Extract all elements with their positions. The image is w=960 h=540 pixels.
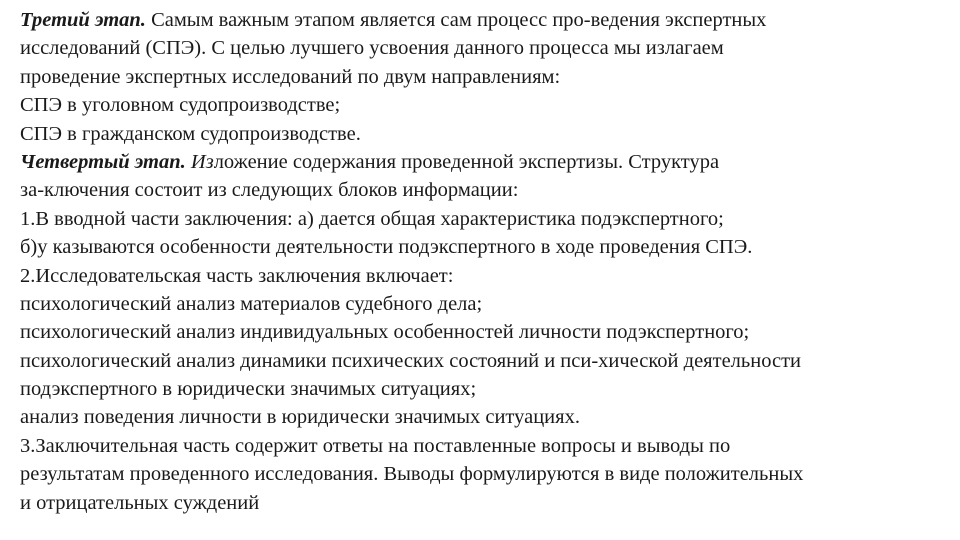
part2-heading: 2.Исследовательская часть заключения включает: bbox=[20, 264, 454, 287]
part3-line-3: и отрицательных суждений bbox=[20, 491, 260, 514]
stage3-item-civil: СПЭ в гражданском судопроизводстве. bbox=[20, 122, 361, 145]
part1-line-1: 1.В вводной части заключения: а) дается общая характеристика подэкспертного; bbox=[20, 207, 724, 230]
part2-item-2: психологический анализ индивидуальных особенностей личности подэкспертного; bbox=[20, 321, 750, 344]
stage4-italic-word: Из bbox=[185, 150, 214, 173]
part1-line-2: б)у казываются особенности деятельности подэкспертного в ходе проведения СПЭ. bbox=[20, 236, 753, 259]
stage3-item-criminal: СПЭ в уголовном судопроизводстве; bbox=[20, 94, 341, 117]
stage4-line-1 bbox=[20, 148, 950, 176]
stage4-title: Четвертый этап. bbox=[20, 150, 186, 173]
part2-item-1: психологический анализ материалов судебного дела; bbox=[20, 292, 483, 315]
part2-item-4: анализ поведения личности в юридически значимых ситуациях. bbox=[20, 406, 580, 429]
stage3-title: Третий этап. bbox=[20, 9, 146, 31]
stage3-line-1 bbox=[20, 6, 950, 34]
stage4-line-2: за-ключения состоит из следующих блоков информации: bbox=[20, 179, 519, 202]
part3-line-2: результатам проведенного исследования. Выводы формулируются в виде положительных bbox=[20, 463, 804, 486]
stage3-line-2: исследований (СПЭ). С целью лучшего усвоения данного процесса мы излагаем bbox=[20, 37, 724, 60]
part2-item-3-line-1: психологический анализ динамики психических состояний и пси-хической деятельности bbox=[20, 349, 802, 372]
stage4-line-1-text: ложение содержания проведенной экспертизы. Структура bbox=[213, 150, 720, 173]
part3-line-1: 3.Заключительная часть содержит ответы на поставленные вопросы и выводы по bbox=[20, 434, 731, 457]
stage3-line-1-text: Самым важным этапом является сам процесс про-ведения экспертных bbox=[145, 9, 767, 31]
stage3-line-3: проведение экспертных исследований по двум направлениям: bbox=[20, 65, 561, 88]
document-text bbox=[20, 6, 950, 517]
part2-item-3-line-2: подэкспертного в юридически значимых ситуациях; bbox=[20, 378, 477, 401]
